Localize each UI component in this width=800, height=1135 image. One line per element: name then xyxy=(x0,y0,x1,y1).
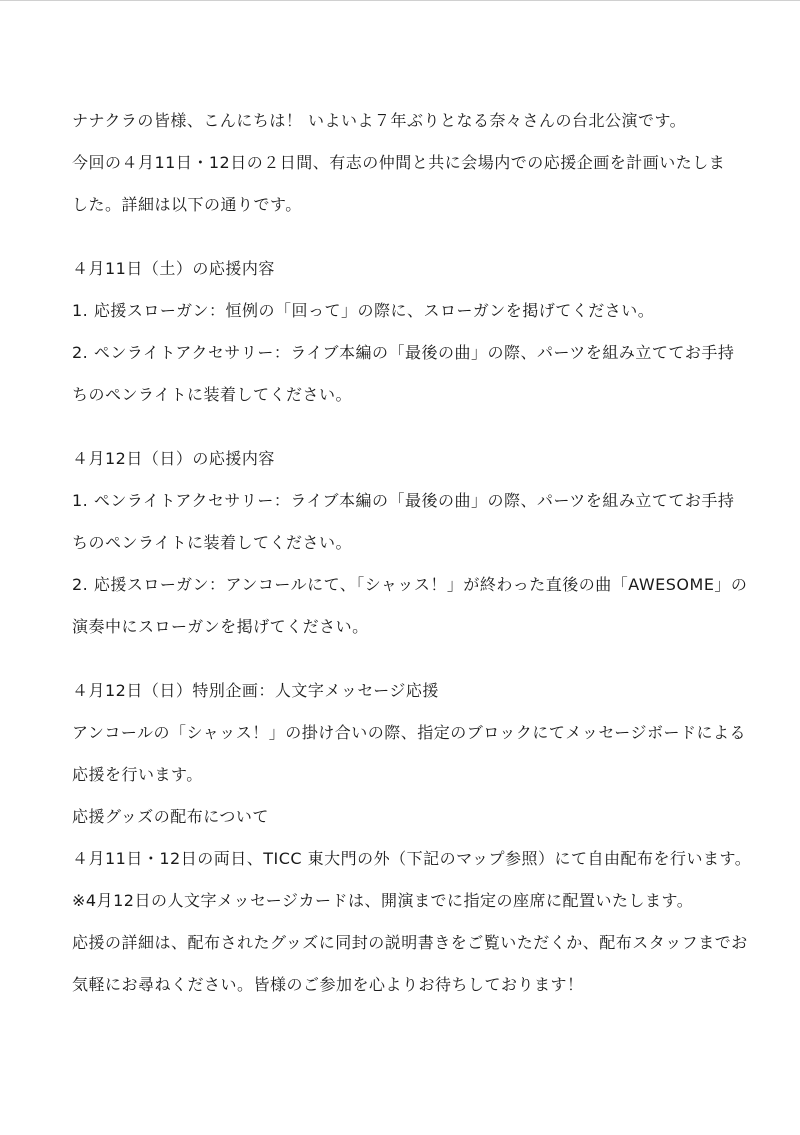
section-line: 気軽にお尋ねください。皆様のご参加を心よりお待ちしております！ xyxy=(72,975,584,994)
section-line: ※4月12日の人文字メッセージカードは、開演までに指定の座席に配置いたします。 xyxy=(72,891,694,910)
section-line: 応援の詳細は、配布されたグッズに同封の説明書きをご覧いただくか、配布スタッフまでお xyxy=(72,933,748,952)
goods-distribution-heading: 応援グッズの配布について xyxy=(72,807,269,826)
section-heading: ４月12日（日）の応援内容 xyxy=(72,449,275,468)
section-april-11 xyxy=(72,248,735,416)
section-line: アンコールの「シャッス！」の掛け合いの際、指定のブロックにてメッセージボードによる xyxy=(72,723,746,742)
section-line: 演奏中にスローガンを掲げてください。 xyxy=(72,617,369,636)
document-body xyxy=(72,100,752,1006)
section-line: 2. 応援スローガン：アンコールにて、「シャッス！」が終わった直後の曲「AWESOME」の xyxy=(72,575,748,594)
section-line: 応援を行います。 xyxy=(72,765,203,784)
section-line: ４月11日・12日の両日、TICC 東大門の外（下記のマップ参照）にて自由配布を行います。 xyxy=(72,849,752,868)
top-border-line xyxy=(0,0,800,1)
section-line: ちのペンライトに装着してください。 xyxy=(72,533,353,552)
section-special-project xyxy=(72,670,752,1006)
intro-paragraph xyxy=(72,100,732,226)
intro-line: した。詳細は以下の通りです。 xyxy=(72,195,302,214)
section-heading: ４月12日（日）特別企画：人文字メッセージ応援 xyxy=(72,681,439,700)
intro-line: ナナクラの皆様、こんにちは！ いよいよ７年ぶりとなる奈々さんの台北公演です。 xyxy=(72,111,687,130)
section-line: 1. ペンライトアクセサリー：ライブ本編の「最後の曲」の際、パーツを組み立ててお手持 xyxy=(72,491,735,510)
intro-line: 今回の４月11日・12日の２日間、有志の仲間と共に会場内での応援企画を計画いたしま xyxy=(72,153,726,172)
section-april-12 xyxy=(72,438,748,648)
section-line: 2. ペンライトアクセサリー：ライブ本編の「最後の曲」の際、パーツを組み立ててお手持 xyxy=(72,343,735,362)
section-line: ちのペンライトに装着してください。 xyxy=(72,385,353,404)
section-line: 1. 応援スローガン：恒例の「回って」の際に、スローガンを掲げてください。 xyxy=(72,301,655,320)
section-heading: ４月11日（土）の応援内容 xyxy=(72,259,275,278)
